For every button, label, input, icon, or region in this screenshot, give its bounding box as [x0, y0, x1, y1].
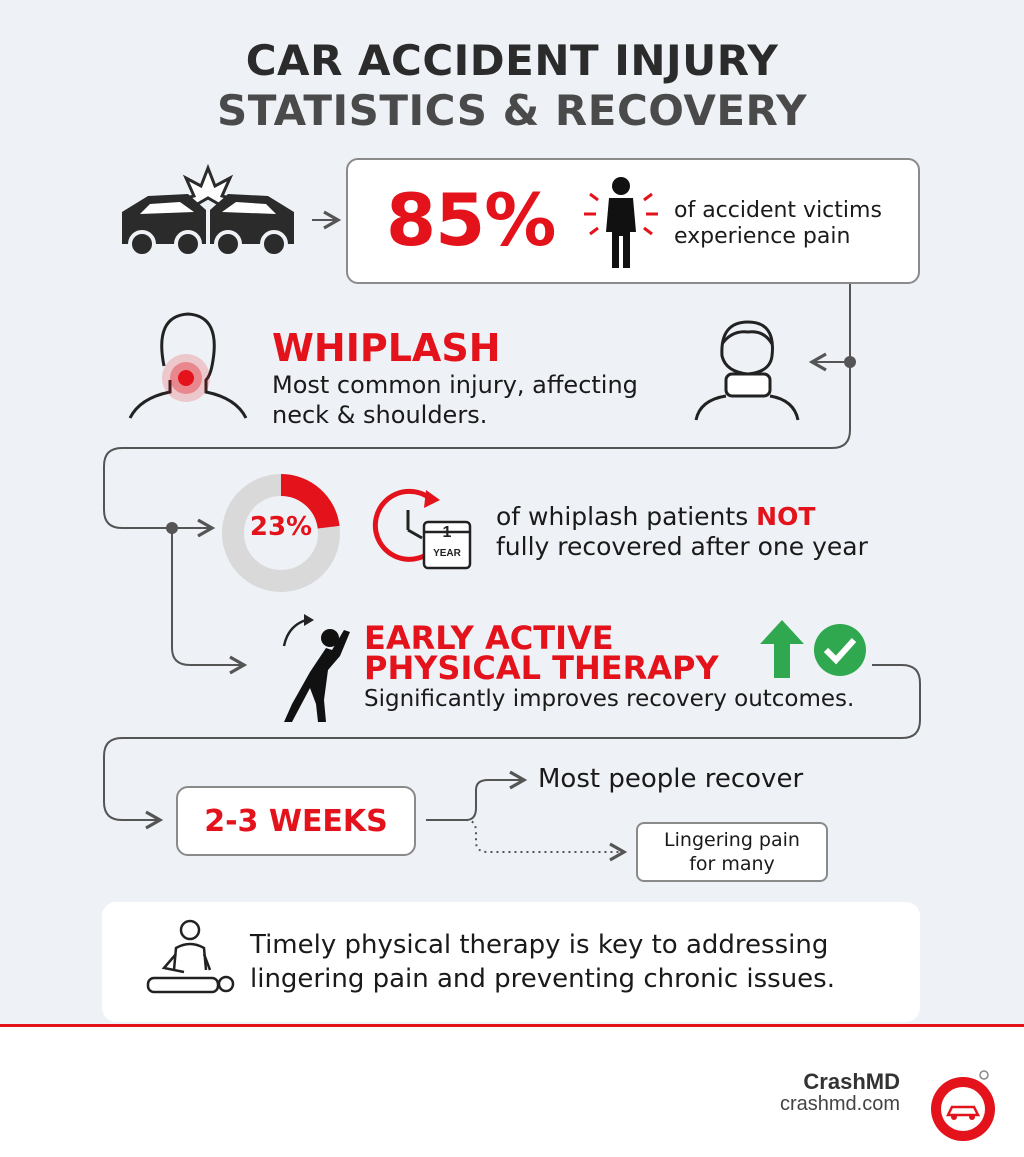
recover-text: Most people recover: [538, 764, 804, 794]
brand-name: CrashMD: [803, 1069, 900, 1094]
callout-card: [102, 902, 920, 1022]
pain-stat-text-2: experience pain: [674, 224, 851, 249]
not-recovered-text-1: [496, 502, 815, 532]
not-recovered-text-1a: of whiplash patients: [496, 502, 757, 531]
pain-stat-card: [346, 158, 920, 284]
title-line-1: CAR ACCIDENT INJURY: [245, 36, 779, 85]
brand-url[interactable]: crashmd.com: [779, 1093, 900, 1115]
callout-text-1: Timely physical therapy is key to addressing: [250, 930, 829, 960]
not-recovered-value: 23%: [249, 512, 313, 542]
weeks-value: 2-3 WEEKS: [204, 804, 388, 839]
not-emphasis: NOT: [756, 502, 816, 531]
therapy-heading-1: EARLY ACTIVE: [364, 619, 614, 657]
stretching-person-icon: [270, 612, 360, 724]
person-in-pain-icon: [576, 174, 666, 270]
car-crash-icon: [118, 160, 298, 270]
weeks-card: [176, 786, 416, 856]
lingering-card: [636, 822, 828, 882]
callout-text-2: lingering pain and preventing chronic issues.: [250, 964, 835, 994]
neck-pain-icon: [124, 306, 254, 420]
not-recovered-text-2: fully recovered after one year: [496, 532, 868, 561]
whiplash-heading: WHIPLASH: [272, 326, 501, 370]
therapist-patient-icon: [144, 918, 236, 1000]
calendar-label: YEAR: [433, 548, 461, 559]
title-line-2: STATISTICS & RECOVERY: [217, 86, 807, 135]
calendar-number: 1: [442, 524, 452, 541]
pain-stat-value: 85%: [386, 178, 556, 262]
pain-stat-text-1: of accident victims: [674, 198, 882, 223]
therapy-heading-2: PHYSICAL THERAPY: [364, 649, 719, 687]
whiplash-text-2: neck & shoulders.: [272, 401, 488, 429]
neck-brace-icon: [692, 316, 802, 422]
footer: [0, 1024, 1024, 1157]
lingering-text-1: Lingering pain: [664, 829, 800, 851]
therapy-text: Significantly improves recovery outcomes.: [364, 686, 855, 712]
lingering-text-2: for many: [689, 853, 775, 875]
whiplash-text-1: Most common injury, affecting: [272, 371, 638, 399]
up-arrow-check-icon: [756, 618, 868, 682]
crashmd-logo-icon: [928, 1067, 998, 1147]
